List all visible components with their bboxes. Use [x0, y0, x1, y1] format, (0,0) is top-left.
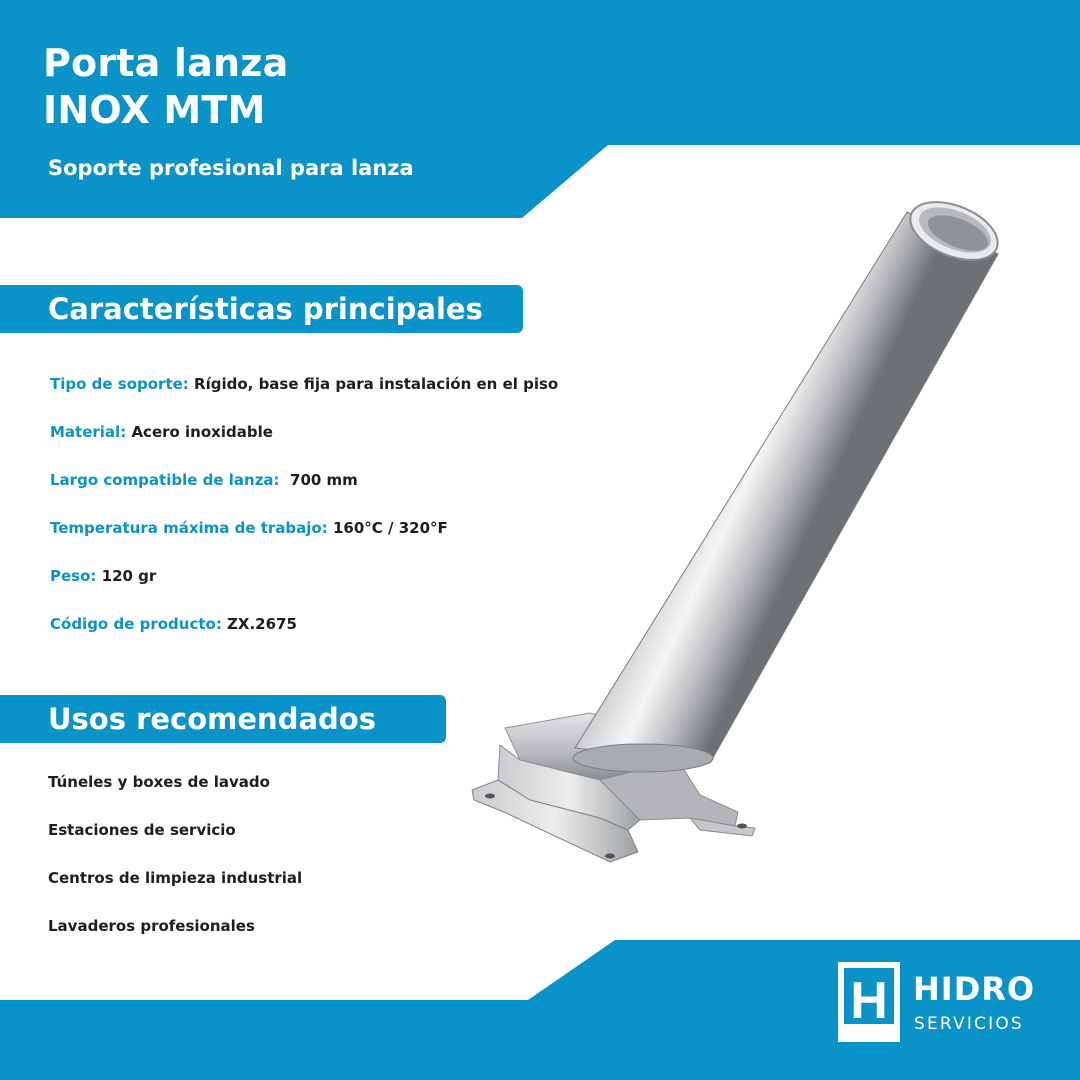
use-item: Lavaderos profesionales	[48, 917, 255, 935]
spec-value: ZX.2675	[227, 615, 297, 633]
stainless-tube	[573, 191, 1006, 772]
product-subtitle: Soporte profesional para lanza	[48, 156, 414, 180]
spec-label: Peso:	[50, 567, 97, 585]
features-heading: Características principales	[48, 292, 483, 326]
spec-label: Largo compatible de lanza:	[50, 471, 280, 489]
spec-value: Acero inoxidable	[131, 423, 273, 441]
use-item: Túneles y boxes de lavado	[48, 773, 270, 791]
spec-lance-length	[50, 471, 358, 489]
logo-name: HIDRO	[913, 970, 1036, 1008]
spec-label: Temperatura máxima de trabajo:	[50, 519, 328, 537]
logo-subname: SERVICIOS	[914, 1014, 1024, 1034]
spec-product-code	[50, 615, 297, 633]
title-line-1: Porta lanza	[43, 41, 289, 85]
logo-h-mark-icon	[838, 962, 900, 1042]
footer-banner	[0, 940, 1080, 1080]
spec-value: 700 mm	[284, 471, 358, 489]
spec-max-temperature	[50, 519, 448, 537]
spec-label: Tipo de soporte:	[50, 375, 189, 393]
spec-label: Material:	[50, 423, 127, 441]
spec-material	[50, 423, 273, 441]
spec-weight	[50, 567, 156, 585]
spec-label: Código de producto:	[50, 615, 222, 633]
logo-letter: H	[850, 972, 888, 1030]
uses-heading-bar	[0, 695, 446, 743]
title-line-2: INOX MTM	[43, 88, 266, 132]
features-heading-bar	[0, 285, 523, 333]
uses-heading: Usos recomendados	[48, 702, 376, 736]
use-item: Estaciones de servicio	[48, 821, 236, 839]
use-item: Centros de limpieza industrial	[48, 869, 303, 887]
product-image-lance-holder	[460, 185, 1020, 885]
spec-value: 120 gr	[101, 567, 157, 585]
spec-value: Rígido, base fija para instalación en el piso	[194, 375, 559, 393]
product-title	[43, 40, 288, 134]
spec-value: 160°C / 320°F	[332, 519, 448, 537]
